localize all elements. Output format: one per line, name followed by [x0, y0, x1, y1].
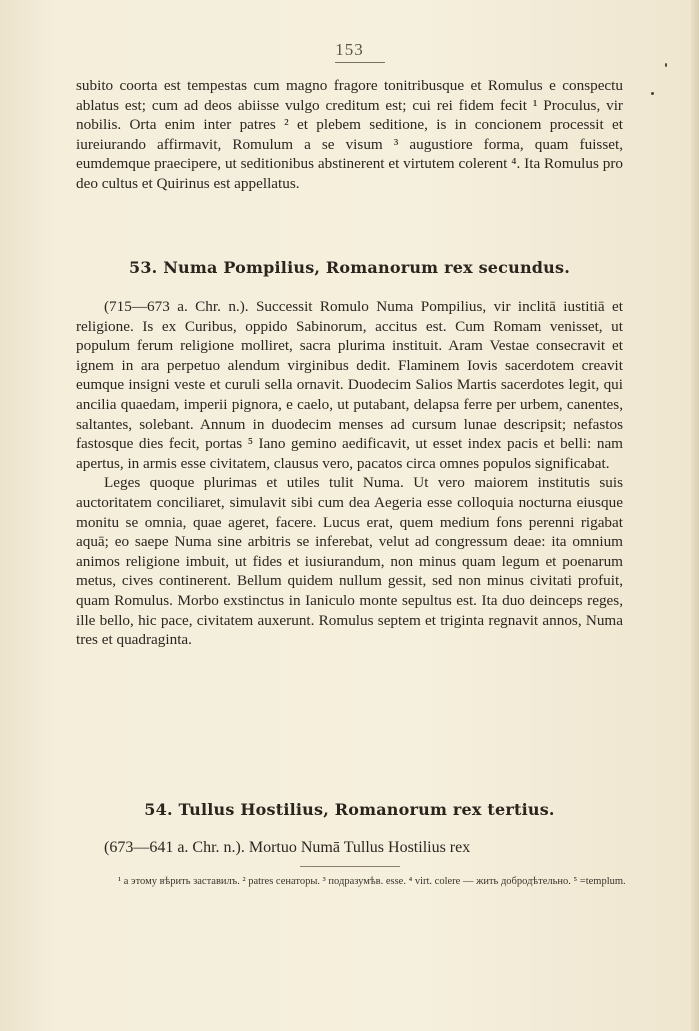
page-number: 153: [335, 40, 364, 59]
footnotes: ¹ а этому вѣрить заставилъ. ² patres сенаторы. ³ подразумѣв. esse. ⁴ virt. colere — жить добродѣтельно. ⁵ =templum.: [118, 876, 626, 887]
intro-paragraph: subito coorta est tempestas cum magno fragore tonitribusque et Romulus e conspectu ablatus est; cum ad deos abiisse vulgo creditum est; cui rei fidem fecit ¹ Proculus, vir nobilis. Orta enim inter patres ² et plebem seditione, is in concionem processit et iureiurando affirmavit, Romulum a se visum ³ augustiore forma, quam fuisset, eumdemque praecipere, ut seditionibus abstinerent et virtutem colerent ⁴. Ita Romulus pro deo cultus et Quirinus est appellatus.: [76, 77, 623, 192]
section-53-heading: 53. Numa Pompilius, Romanorum rex secundus.: [129, 258, 570, 277]
ink-speck: [665, 63, 667, 67]
section-53-paragraph-2: Leges quoque plurimas et utiles tulit Numa. Ut vero maiorem institutis suis auctoritatem conciliaret, simulavit sibi cum dea Aegeria esse colloquia nocturna eiusque monitu se omnia, quae ageret, facere. Lucus erat, quem medium fons perenni rigabat aquā; eo saepe Numa sine arbitris se inferebat, velut ad congressum deae: ita omnium animos religione imbuit, ut fides et iusiurandum, non minus quam legum et poenarum metus, cives continerent. Bellum quidem nullum gessit, sed non minus civitati profuit, quam Romulus. Morbo exstinctus in Ianiculo monte sepultus est. Ita duo deinceps reges, ille bello, hic pace, civitatem auxerunt. Romulus septem et triginta regnavit annos, Numa tres et quadraginta.: [76, 474, 623, 649]
section-54-heading: 54. Tullus Hostilius, Romanorum rex tertius.: [144, 800, 555, 819]
ink-speck: [651, 92, 654, 95]
section-54-body: [76, 838, 623, 858]
section-53-body: [76, 297, 623, 650]
intro-paragraph-block: [76, 76, 623, 194]
page-edge: [691, 0, 699, 1031]
page-number-rule: [335, 62, 385, 63]
footnote-rule: [300, 866, 400, 867]
section-54-paragraph-1: (673—641 a. Chr. n.). Mortuo Numā Tullus Hostilius rex: [104, 839, 471, 856]
section-53-paragraph-1: (715—673 a. Chr. n.). Successit Romulo Numa Pompilius, vir inclitā iustitiā et religione. Is ex Curibus, oppido Sabinorum, accitus est. Cum Romam venisset, ut populum ferum religione molliret, sacra plurima instituit. Aram Vestae consecravit et ignem in ara perpetuo alendum virginibus dedit. Flaminem Iovis sacerdotem creavit eumque insigni veste et curuli sella ornavit. Duodecim Salios Martis sacerdotes legit, qui ancilia quaedam, imperii pignora, e caelo, ut putabant, delapsa ferre per urbem, canentes, saltantes, solebant. Annum in duodecim menses ad cursum lunae descripsit; nefastos fastosque dies fecit, portas ⁵ Iano gemino aedificavit, ut esset index pacis et belli: nam apertus, in armis esse civitatem, clausus vero, pacatos circa omnes populos significabat.: [76, 298, 623, 472]
